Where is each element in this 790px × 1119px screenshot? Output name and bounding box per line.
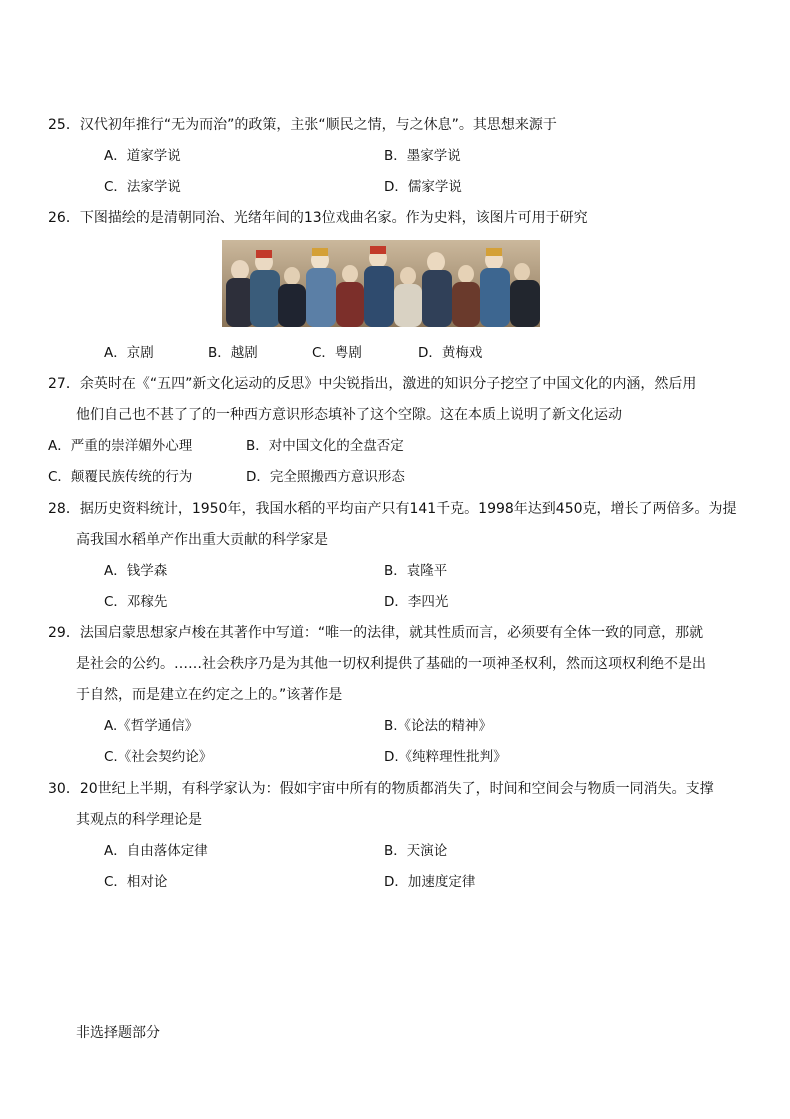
opera-masters-painting [222,240,540,327]
q27-option-d[interactable]: D．完全照搬西方意识形态 [246,469,405,485]
q28-stem-line1: 28．据历史资料统计，1950年，我国水稻的平均亩产只有141千克。1998年达到450克，增长了两倍多。为提 [48,501,737,517]
q28-option-c[interactable]: C．邓稼先 [104,594,168,610]
q30-option-d[interactable]: D．加速度定律 [384,874,476,890]
q27-option-b[interactable]: B．对中国文化的全盘否定 [246,438,404,454]
q29-stem-line2: 是社会的公约。……社会秩序乃是为其他一切权利提供了基础的一项神圣权利，然而这项权利绝不是出 [76,656,706,672]
q26-option-c[interactable]: C．粤剧 [312,345,362,361]
q28-option-b[interactable]: B．袁隆平 [384,563,448,579]
q26-option-a[interactable]: A．京剧 [104,345,154,361]
q28-option-a[interactable]: A．钱学森 [104,563,168,579]
q26-stem: 26．下图描绘的是清朝同治、光绪年间的13位戏曲名家。作为史料，该图片可用于研究 [48,210,588,226]
q30-stem-line1: 30．20世纪上半期，有科学家认为：假如宇宙中所有的物质都消失了，时间和空间会与物质一同消失。支撑 [48,781,714,797]
q29-option-d[interactable]: D.《纯粹理性批判》 [384,749,507,765]
q25-option-d[interactable]: D．儒家学说 [384,179,462,195]
q30-option-c[interactable]: C．相对论 [104,874,168,890]
q25-option-a[interactable]: A．道家学说 [104,148,181,164]
q25-stem: 25．汉代初年推行“无为而治”的政策，主张“顺民之情，与之休息”。其思想来源于 [48,117,557,133]
q29-stem-line1: 29．法国启蒙思想家卢梭在其著作中写道：“唯一的法律，就其性质而言，必须要有全体一致的同意，那就 [48,625,704,641]
q29-stem-line3: 于自然，而是建立在约定之上的。”该著作是 [76,687,343,703]
q29-option-c[interactable]: C.《社会契约论》 [104,749,213,765]
q30-option-b[interactable]: B．天演论 [384,843,448,859]
q27-stem-line2: 他们自己也不甚了了的一种西方意识形态填补了这个空隙。这在本质上说明了新文化运动 [76,407,622,423]
q26-option-d[interactable]: D．黄梅戏 [418,345,483,361]
q28-stem-line2: 高我国水稻单产作出重大贡献的科学家是 [76,532,328,548]
q29-option-a[interactable]: A.《哲学通信》 [104,718,199,734]
q27-stem-line1: 27．余英时在《“五四”新文化运动的反思》中尖锐指出，激进的知识分子挖空了中国文化的内涵，然后用 [48,376,697,392]
q28-option-d[interactable]: D．李四光 [384,594,449,610]
q25-option-c[interactable]: C．法家学说 [104,179,181,195]
q29-option-b[interactable]: B.《论法的精神》 [384,718,493,734]
q30-option-a[interactable]: A．自由落体定律 [104,843,208,859]
q30-stem-line2: 其观点的科学理论是 [76,812,202,828]
section-title: 非选择题部分 [76,1025,160,1041]
q25-option-b[interactable]: B．墨家学说 [384,148,461,164]
q27-option-a[interactable]: A．严重的崇洋媚外心理 [48,438,193,454]
q27-option-c[interactable]: C．颠覆民族传统的行为 [48,469,193,485]
q26-option-b[interactable]: B．越剧 [208,345,258,361]
